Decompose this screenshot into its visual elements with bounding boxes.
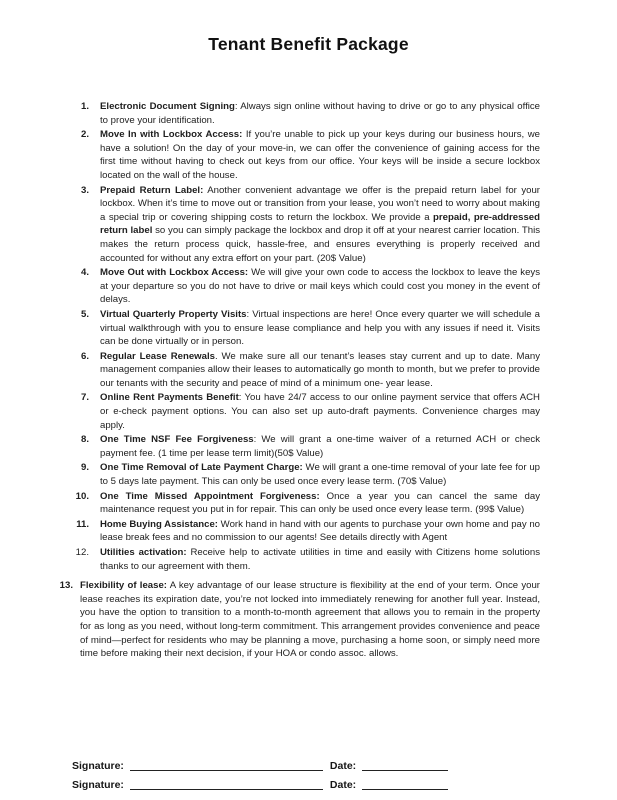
item-number: 7. [80, 392, 89, 404]
signature-block [72, 753, 448, 791]
item-text [100, 518, 540, 545]
list-item [75, 518, 540, 545]
list-item [75, 490, 540, 517]
item-body: We will give your own code to access the lockbox to leave the keys at your departure so you do not have to drive or mail keys which could cost you money in the event of delays. [100, 267, 540, 306]
signature-line [130, 777, 323, 790]
item-number: 4. [80, 267, 89, 279]
item-text [100, 128, 540, 182]
item-text [100, 433, 540, 460]
item-body: Another convenient advantage we offer is the prepaid return label for your lockbox. When it’s time to move out or transition from your lease, you won’t need to worry about making a special trip or covering shipping costs to return the lockbox. We provide a [100, 184, 540, 223]
item-lead: Move Out with Lockbox Access: [100, 267, 249, 279]
signature-line [130, 758, 323, 771]
list-item [75, 461, 540, 488]
signature-row [72, 753, 448, 772]
item-body: Receive help to activate utilities in time and easily with Citizens home solutions thanks to our agreement with them. [100, 547, 540, 572]
item-number: 1. [80, 101, 89, 112]
item-number: 8. [80, 434, 89, 446]
item-body: A key advantage of our lease structure is flexibility at the end of your term. Once your lease reaches its expiration date, you’re not locked into immediately renewing for another full year. Instead, you have the option to transition to a month-to-month agreement that allows you to remain in the property for as long as you need, without long-term commitment. This arrangement provides convenience and peace of mind—perfect for residents who may be planning a move, purchasing a home soon, or simply need more time before making their next decision, if your HOA or condo assoc. allows. [80, 580, 540, 660]
item-text [80, 579, 540, 661]
item-lead: Electronic Document Signing [100, 101, 235, 112]
item-number: 12. [75, 547, 89, 558]
item-text [100, 546, 540, 573]
item-lead: Home Buying Assistance: [100, 518, 219, 530]
item-text [100, 266, 540, 307]
signature-label: Signature: [72, 779, 124, 791]
item-text [100, 461, 540, 488]
list-item [75, 128, 540, 182]
item-body: : Always sign online without having to drive or go to any physical office to prove your identification. [100, 101, 541, 126]
list-item [59, 579, 540, 661]
list-item [75, 350, 540, 391]
page-title: Tenant Benefit Package [208, 34, 409, 54]
item-lead: One Time NSF Fee Forgiveness [100, 434, 254, 446]
date-label: Date: [329, 779, 357, 791]
signature-row [72, 772, 448, 791]
item-lead: Prepaid Return Label: [100, 184, 204, 196]
item-number: 2. [80, 129, 89, 141]
list-item [75, 391, 540, 432]
item-body: Work hand in hand with our agents to purchase your own home and pay no lease break fees and no commission to our agents! See details directly with Agent [100, 518, 541, 544]
item-lead: Virtual Quarterly Property Visits [100, 308, 247, 320]
item-number: 10. [75, 490, 89, 502]
date-line [362, 777, 448, 790]
item-body: : We will grant a one-time waiver of a returned ACH or check payment fee. (1 time per lease term limit)(50$ Value) [100, 434, 540, 459]
list-item [75, 433, 540, 460]
date-line [362, 758, 448, 771]
item-body: . We make sure all our tenant’s leases stay current and up to date. Many management companies allow their leases to automatically go month to month, but we prefer to provide our tenants with the security and peace of mind of a minimum one- year lease. [100, 350, 540, 389]
item-body: We will grant a one-time removal of your late fee for up to 5 days late payment. This can only be used once every lease term. (70$ Value) [100, 462, 540, 488]
list-item [75, 100, 540, 127]
item-text [100, 490, 540, 517]
item-number: 13. [59, 580, 73, 592]
item-text [100, 350, 540, 391]
item-body: Once a year you can cancel the same day maintenance request you put in for repair. This can only be used once every lease term. (99$ Value) [100, 490, 540, 516]
item-number: 5. [80, 308, 89, 320]
item-number: 11. [76, 518, 89, 530]
item-number: 3. [80, 184, 89, 196]
item-lead: Regular Lease Renewals [100, 350, 215, 362]
date-label: Date: [329, 760, 357, 772]
item-text [100, 391, 540, 432]
list-item [75, 546, 540, 573]
item-text [100, 184, 540, 266]
item-text [100, 308, 540, 349]
item-text [100, 100, 540, 127]
item-body: : You have 24/7 access to our online payment service that offers ACH or e-check payment options. You can also set up auto-draft payments. Convenience charges may apply. [100, 392, 540, 431]
list-item [75, 308, 540, 349]
list-item [75, 266, 540, 307]
signature-label: Signature: [72, 760, 124, 772]
benefit-list [59, 100, 541, 662]
item-lead: Move In with Lockbox Access: [100, 129, 243, 141]
item-number: 9. [80, 462, 89, 474]
item-number: 6. [80, 350, 89, 362]
item-body: : Virtual inspections are here! Once every quarter we will schedule a virtual walkthrough with you to ensure lease compliance and help you with any issues if need it. Visits can be done virtually or in person. [100, 308, 540, 348]
item-lead: One Time Missed Appointment Forgiveness: [100, 490, 320, 502]
item-lead: Flexibility of lease: [80, 580, 167, 592]
item-body: so you can simply package the lockbox and drop it off at your nearest carrier location. This makes the return process quick, hassle-free, and ensures everything is properly received and accounted for without any extra effort on your part. (20$ Value) [100, 225, 540, 264]
item-lead: One Time Removal of Late Payment Charge: [100, 462, 303, 474]
item-lead: Utilities activation: [100, 547, 187, 558]
item-lead: Online Rent Payments Benefit [100, 392, 239, 404]
item-bold-phrase: prepaid, pre-addressed return label [100, 211, 540, 237]
list-item [75, 184, 540, 266]
item-body: If you’re unable to pick up your keys during our business hours, we have a solution! On the day of your move-in, we can offer the convenience of gaining access for the first time without having to check out keys from our office. Your keys will be inside a secure lockbox located on the wall of the house. [100, 129, 540, 181]
